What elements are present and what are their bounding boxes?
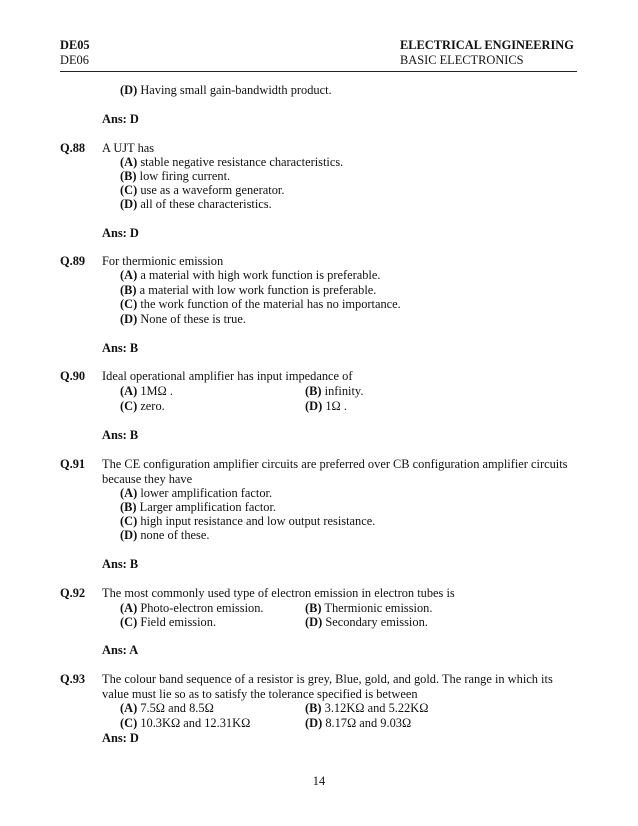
option-label: (D) — [120, 83, 138, 97]
option-text: 1Ω . — [325, 399, 347, 413]
q88-answer: Ans: D — [102, 226, 139, 240]
option-label: (A) — [120, 486, 138, 500]
option-text: low firing current. — [139, 169, 231, 183]
option-label: (C) — [120, 399, 138, 413]
option-text: 1MΩ . — [140, 384, 173, 398]
q91-option-c — [120, 514, 375, 529]
option-label: (A) — [120, 268, 138, 282]
option-text: infinity. — [324, 384, 364, 398]
option-label: (B) — [120, 283, 137, 297]
option-text: a material with low work function is preferable. — [139, 283, 377, 297]
option-text: Field emission. — [140, 615, 217, 629]
q89-option-d — [120, 312, 246, 327]
q92-option-d — [305, 615, 428, 630]
option-text: None of these is true. — [140, 312, 246, 326]
q91-option-b — [120, 500, 276, 515]
option-label: (C) — [120, 183, 138, 197]
q90-option-c — [120, 399, 165, 414]
option-label: (D) — [120, 528, 138, 542]
option-label: (C) — [120, 716, 138, 730]
q93-option-c — [120, 716, 250, 731]
q93-option-a — [120, 701, 214, 716]
option-label: (B) — [305, 701, 322, 715]
q89-number: Q.89 — [60, 254, 86, 268]
option-label: (D) — [120, 197, 138, 211]
option-label: (A) — [120, 384, 138, 398]
option-label: (A) — [120, 701, 138, 715]
q89-option-a — [120, 268, 380, 283]
q87-option-d — [120, 83, 332, 98]
q90-number: Q.90 — [60, 369, 86, 383]
q93-option-d — [305, 716, 411, 731]
option-text: all of these characteristics. — [140, 197, 272, 211]
option-text: Photo-electron emission. — [140, 601, 264, 615]
header-right — [400, 38, 576, 68]
q90-option-b — [305, 384, 363, 399]
option-text: stable negative resistance characteristics. — [140, 155, 344, 169]
q93-number: Q.93 — [60, 672, 86, 686]
option-label: (D) — [305, 716, 323, 730]
header-left — [60, 38, 90, 68]
q90-stem: Ideal operational amplifier has input impedance of — [102, 369, 353, 383]
option-text: zero. — [140, 399, 165, 413]
q92-number: Q.92 — [60, 586, 86, 600]
option-text: Secondary emission. — [325, 615, 428, 629]
q90-option-a — [120, 384, 173, 399]
q88-option-a — [120, 155, 343, 170]
q90-answer: Ans: B — [102, 428, 139, 442]
q92-option-a — [120, 601, 264, 616]
option-label: (B) — [120, 500, 137, 514]
option-label: (A) — [120, 601, 138, 615]
option-text: 8.17Ω and 9.03Ω — [325, 716, 412, 730]
option-text: 7.5Ω and 8.5Ω — [140, 701, 214, 715]
q88-option-d — [120, 197, 272, 212]
option-label: (B) — [120, 169, 137, 183]
q91-option-d — [120, 528, 209, 543]
q93-answer: Ans: D — [102, 731, 139, 745]
option-text: high input resistance and low output resistance. — [140, 514, 376, 528]
q88-number: Q.88 — [60, 141, 86, 155]
q88-stem: A UJT has — [102, 141, 155, 155]
option-text: none of these. — [140, 528, 210, 542]
option-text: 10.3KΩ and 12.31KΩ — [140, 716, 251, 730]
option-text: use as a waveform generator. — [140, 183, 285, 197]
q89-option-c — [120, 297, 401, 312]
option-label: (D) — [305, 615, 323, 629]
option-text: Thermionic emission. — [324, 601, 433, 615]
q90-option-d — [305, 399, 347, 414]
option-label: (B) — [305, 384, 322, 398]
page-number: 14 — [312, 774, 326, 788]
header-subject-2: BASIC ELECTRONICS — [400, 53, 524, 67]
option-text: 3.12KΩ and 5.22KΩ — [324, 701, 429, 715]
header-code-2: DE06 — [60, 53, 89, 67]
q91-answer: Ans: B — [102, 557, 139, 571]
option-text: Having small gain-bandwidth product. — [140, 83, 332, 97]
header-subject-1: ELECTRICAL ENGINEERING — [400, 38, 574, 52]
q91-stem: The CE configuration amplifier circuits are preferred over CB configuration amplifier circuits because they have — [102, 457, 568, 486]
q88-option-b — [120, 169, 230, 184]
option-label: (A) — [120, 155, 138, 169]
header-rule — [60, 71, 577, 72]
q92-stem: The most commonly used type of electron emission in electron tubes is — [102, 586, 455, 600]
option-label: (C) — [120, 297, 138, 311]
q88-option-c — [120, 183, 284, 198]
q91-option-a — [120, 486, 272, 501]
option-text: lower amplification factor. — [140, 486, 273, 500]
option-label: (B) — [305, 601, 322, 615]
q87-answer: Ans: D — [102, 112, 139, 126]
header-code-1: DE05 — [60, 38, 90, 52]
option-text: a material with high work function is preferable. — [140, 268, 381, 282]
q92-option-c — [120, 615, 216, 630]
q92-answer: Ans: A — [102, 643, 139, 657]
q91-number: Q.91 — [60, 457, 86, 471]
option-text: Larger amplification factor. — [139, 500, 276, 514]
q89-stem: For thermionic emission — [102, 254, 224, 268]
q93-option-b — [305, 701, 428, 716]
q93-stem: The colour band sequence of a resistor is grey, Blue, gold, and gold. The range in which its value must lie so as to satisfy the tolerance specified is between — [102, 672, 553, 701]
q89-option-b — [120, 283, 376, 298]
option-label: (D) — [120, 312, 138, 326]
option-label: (D) — [305, 399, 323, 413]
q89-answer: Ans: B — [102, 341, 139, 355]
option-label: (C) — [120, 514, 138, 528]
option-text: the work function of the material has no importance. — [140, 297, 401, 311]
option-label: (C) — [120, 615, 138, 629]
q92-option-b — [305, 601, 432, 616]
